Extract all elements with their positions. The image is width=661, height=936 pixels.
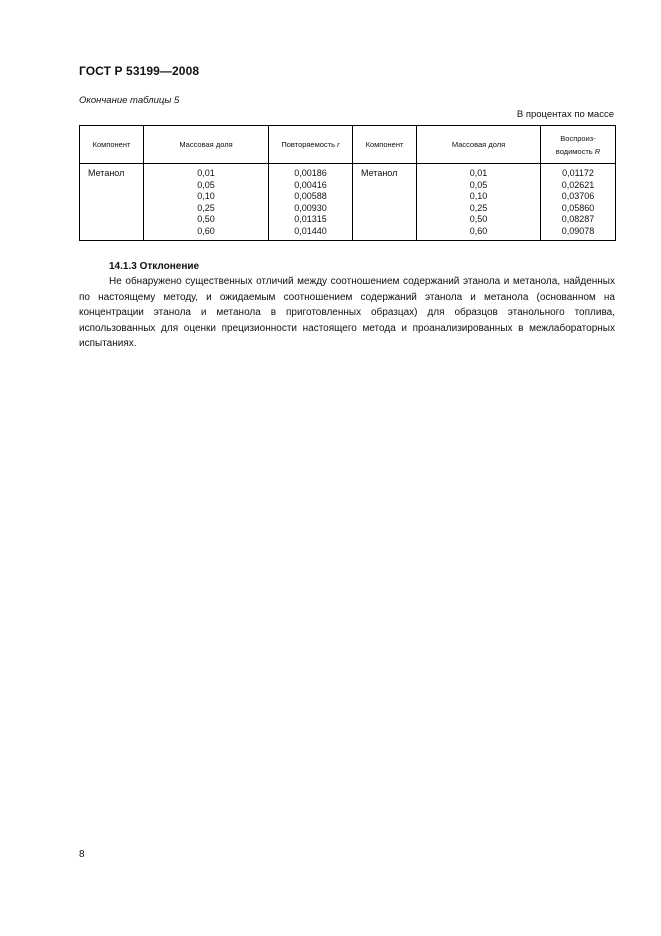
mass-fraction-value: 0,01 [197, 168, 215, 178]
header-reproducibility: Воспроиз- водимость R [541, 126, 616, 164]
reproducibility-value: 0,02621 [561, 179, 595, 190]
reproducibility-cell [541, 164, 616, 241]
document-code: ГОСТ Р 53199—2008 [79, 64, 200, 78]
mass-fraction-value: 0,05 [197, 179, 215, 190]
mass-fraction-value: 0,60 [197, 225, 215, 236]
data-table [79, 125, 616, 241]
mass-fraction-value: 0,60 [469, 225, 488, 236]
repeatability-value: 0,01440 [294, 225, 327, 236]
page-number: 8 [79, 849, 85, 860]
mass-fraction-left-cell [144, 164, 269, 241]
reproducibility-value: 0,09078 [561, 225, 595, 236]
header-repeatability: Повторяемость r [269, 126, 353, 164]
section-paragraph: Не обнаружено существенных отличий между соотношением содержаний этанола и метанола, найденных по настоящему методу, и ожидаемым соотношением содержаний этанола и метанола (основанном на концентрации этанола и метанола в приготовленных образцах) для образцов этанольного топлива, использованных для оценки прецизионности настоящего метода и проанализированных в межлабораторных испытаниях. [79, 276, 615, 349]
table-row [80, 164, 616, 241]
repeatability-value: 0,00186 [294, 168, 327, 178]
repeatability-value: 0,00588 [294, 191, 327, 201]
component-left: Метанол [80, 164, 144, 241]
table-header-row [80, 126, 616, 164]
reproducibility-value: 0,01172 [562, 168, 594, 178]
header-component-left: Компонент [80, 126, 144, 164]
mass-fraction-right-cell [417, 164, 541, 241]
header-mass-fraction-right: Массовая доля [417, 126, 541, 164]
component-right: Метанол [353, 164, 417, 241]
mass-fraction-value: 0,50 [469, 214, 488, 224]
mass-fraction-value: 0,01 [469, 168, 488, 178]
header-component-right: Компонент [353, 126, 417, 164]
units-note: В процентах по массе [516, 109, 614, 120]
repeatability-value: 0,01315 [294, 214, 327, 224]
mass-fraction-value: 0,10 [197, 191, 215, 201]
mass-fraction-value: 0,10 [469, 191, 488, 201]
header-mass-fraction-left: Массовая доля [144, 126, 269, 164]
repeatability-cell [269, 164, 353, 241]
section-heading: 14.1.3 Отклонение [109, 261, 200, 272]
reproducibility-value: 0,05860 [561, 202, 595, 213]
mass-fraction-value: 0,50 [197, 214, 215, 224]
reproducibility-value: 0,03706 [561, 191, 595, 201]
table-caption: Окончание таблицы 5 [79, 95, 180, 106]
mass-fraction-value: 0,25 [197, 202, 215, 213]
reproducibility-value: 0,08287 [561, 214, 595, 224]
mass-fraction-value: 0,05 [469, 179, 488, 190]
repeatability-value: 0,00416 [294, 179, 327, 190]
repeatability-value: 0,00930 [294, 202, 327, 213]
mass-fraction-value: 0,25 [469, 202, 488, 213]
